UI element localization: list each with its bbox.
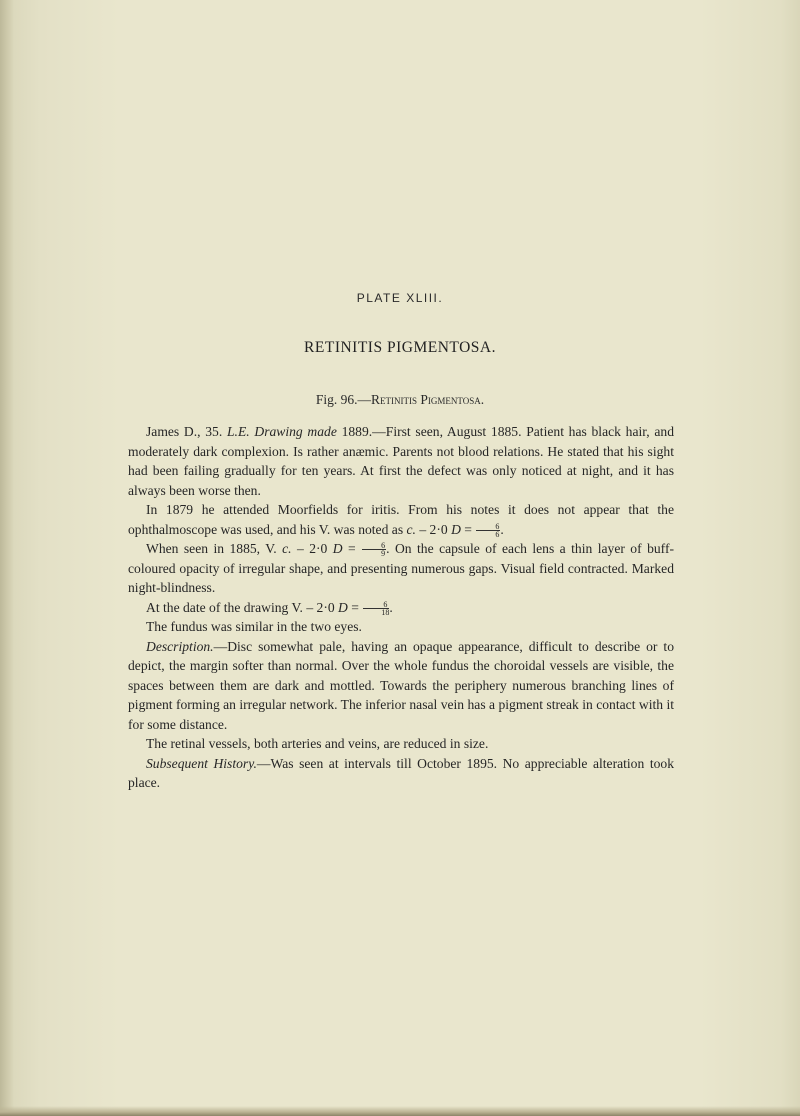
- subsequent-history-label: Subsequent History.: [146, 755, 257, 771]
- description-text: —Disc somewhat pale, having an opaque appearance, difficult to describe or to depict, the margin softer than normal. Over the whole fundus the choroidal vessels are visible, the spaces between them are dark and mottled. Towards the periphery numerous branching lines of pigment forming an irregular network. The inferior nasal vein has a pigment streak in contact with it for some distance.: [128, 638, 674, 732]
- case-report: [128, 422, 674, 793]
- page-edge-shadow: [0, 0, 14, 1116]
- lens-value: – 2·0: [415, 521, 452, 537]
- equals-sign: =: [342, 541, 362, 556]
- fraction-denominator: 18: [381, 607, 390, 617]
- paragraph-drawing-date: [128, 598, 674, 618]
- figure-dash: —: [357, 392, 372, 407]
- paragraph-subsequent-history: [128, 754, 674, 793]
- figure-title: Retinitis Pigmentosa.: [371, 392, 485, 407]
- acuity-fraction: [476, 523, 500, 538]
- equals-sign: =: [460, 521, 476, 537]
- fraction-numerator: 6: [362, 542, 386, 550]
- period: .: [389, 599, 393, 615]
- drawing-label: Drawing made: [254, 424, 337, 439]
- paragraph-vessels: The retinal vessels, both arteries and veins, are reduced in size.: [146, 736, 489, 751]
- patient-name: James D., 35.: [146, 424, 223, 439]
- fraction-denominator: 6: [495, 529, 500, 539]
- period: .: [500, 521, 504, 537]
- c-abbrev: c.: [282, 541, 292, 556]
- lens-value: – 2·0: [291, 541, 333, 556]
- dioptre-symbol: D: [451, 521, 461, 537]
- figure-number: Fig. 96.: [315, 392, 358, 407]
- dioptre-symbol: D: [338, 599, 348, 615]
- paragraph-1885: [128, 539, 674, 598]
- paragraph-description: [128, 637, 674, 735]
- paragraph-history: [128, 422, 674, 500]
- acuity-fraction: [363, 601, 389, 616]
- text-1885: . On the capsule of each lens a thin layer of buff-coloured opacity of irregular shape, and presenting numerous gaps. Visual field contracted. Marked night-blindness.: [128, 541, 674, 595]
- text-1879: In 1879 he attended Moorfields for iritis. From his notes it does not appear that the ophthalmoscope was used, and his V. was noted as: [128, 502, 674, 537]
- text-1885-start: When seen in 1885, V.: [146, 541, 283, 556]
- page-bottom-edge: [0, 1106, 800, 1116]
- paragraph-fundus: The fundus was similar in the two eyes.: [146, 619, 362, 634]
- fraction-denominator: 9: [381, 549, 386, 559]
- page-title: RETINITIS PIGMENTOSA.: [304, 339, 496, 356]
- fraction-numerator: 6: [476, 523, 500, 531]
- fraction-numerator: 6: [363, 601, 389, 609]
- plate-number: PLATE XLIII.: [356, 291, 444, 305]
- paragraph-1879: [128, 500, 674, 539]
- dioptre-symbol: D: [332, 541, 343, 556]
- figure-caption: [0, 392, 800, 408]
- description-label: Description.: [146, 638, 214, 654]
- eye-label: L.E.: [226, 424, 250, 439]
- history-text: 1889.—First seen, August 1885. Patient has black hair, and moderately dark complexion. Is rather anæmic. Parents not blood relations. He stated that his sight had been failing gradually for ten years. At first the defect was only noticed at night, and it has always been worse then.: [128, 424, 674, 498]
- equals-sign: =: [347, 599, 363, 615]
- subsequent-history-text: —Was seen at intervals till October 1895. No appreciable alteration took place.: [128, 755, 674, 790]
- text-drawing-date: At the date of the drawing V. – 2·0: [146, 599, 339, 615]
- acuity-fraction: [362, 542, 386, 557]
- c-abbrev: c.: [406, 521, 416, 537]
